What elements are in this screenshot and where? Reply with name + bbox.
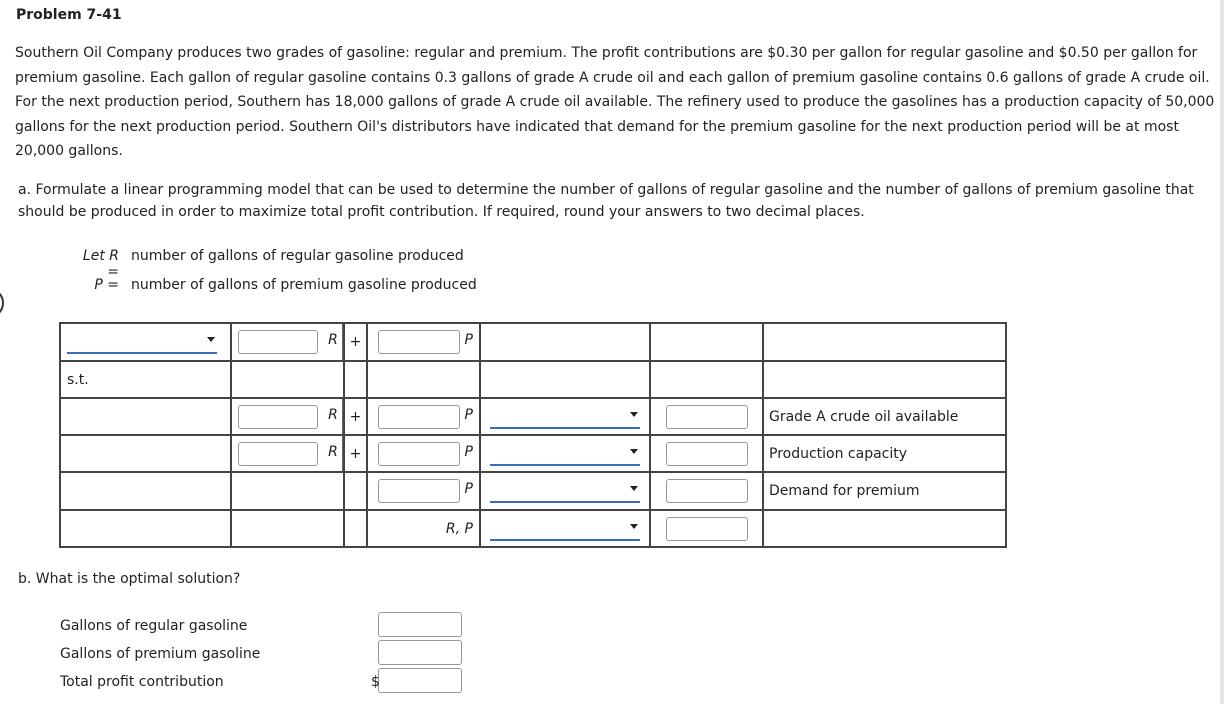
- capacity-p-coefficient-input[interactable]: [378, 442, 460, 466]
- constraint-label-demand: Demand for premium: [763, 472, 1006, 510]
- nonnegativity-rhs-input[interactable]: [666, 517, 748, 541]
- currency-symbol: $: [371, 674, 380, 690]
- dropdown-arrow-icon: [207, 337, 215, 342]
- crude-r-var: R: [324, 399, 343, 434]
- part-b-text: What is the optimal solution?: [35, 571, 241, 587]
- crude-r-coefficient-input[interactable]: [238, 405, 318, 429]
- def-r-text: number of gallons of regular gasoline produced: [131, 248, 464, 264]
- premium-gallons-input[interactable]: [378, 640, 462, 665]
- demand-p-var: P: [464, 481, 473, 497]
- constraint-label-crude: Grade A crude oil available: [763, 398, 1006, 435]
- part-a-text: Formulate a linear programming model that can be used to determine the number of gallons of regular gasoline and the number of gallons of premium gasoline that should be produced in order to maximize total profit contribution. If required, round your answers to two decimal places.: [18, 182, 1194, 220]
- total-profit-input[interactable]: [378, 668, 462, 693]
- scrollbar[interactable]: [1220, 0, 1224, 704]
- objective-plus: +: [344, 323, 367, 361]
- def-p-text: number of gallons of premium gasoline produced: [131, 277, 477, 293]
- crude-rhs-input[interactable]: [666, 405, 748, 429]
- demand-rhs-input[interactable]: [666, 479, 748, 503]
- nonnegativity-vars: R, P: [367, 510, 480, 547]
- crude-plus: +: [344, 398, 367, 435]
- objective-type-dropdown[interactable]: [67, 330, 217, 354]
- capacity-r-var: R: [324, 436, 343, 471]
- def-r-lhs: Let R =: [82, 248, 119, 280]
- regular-gallons-input[interactable]: [378, 612, 462, 637]
- part-a-question: [18, 180, 1208, 223]
- capacity-plus: +: [344, 435, 367, 472]
- solution-label-regular: Gallons of regular gasoline: [60, 618, 248, 634]
- crude-p-coefficient-input[interactable]: [378, 405, 460, 429]
- part-b-label: b.: [18, 571, 32, 587]
- capacity-relation-dropdown[interactable]: [490, 442, 640, 466]
- capacity-r-coefficient-input[interactable]: [238, 442, 318, 466]
- capacity-p-var: P: [464, 444, 473, 460]
- def-p-lhs: P =: [94, 277, 119, 293]
- solution-label-profit: Total profit contribution: [60, 674, 224, 690]
- part-b-question: [18, 571, 240, 587]
- solution-label-premium: Gallons of premium gasoline: [60, 646, 261, 662]
- problem-title: Problem 7-41: [16, 7, 122, 23]
- nonnegativity-relation-dropdown[interactable]: [490, 517, 640, 541]
- demand-relation-dropdown[interactable]: [490, 479, 640, 503]
- solution-inputs: [378, 612, 462, 696]
- solution-labels: [60, 614, 260, 698]
- problem-statement: Southern Oil Company produces two grades of gasoline: regular and premium. The profit contributions are $0.30 per gallon for regular gasoline and $0.50 per gallon for premium gasoline. Each gallon of regular gasoline contains 0.3 gallons of grade A crude oil and each gallon of premium gasoline contains 0.6 gallons of grade A crude oil. For the next production period, Southern has 18,000 gallons of grade A crude oil available. The refinery used to produce the gasolines has a production capacity of 50,000 gallons for the next production period. Southern Oil's distributors have indicated that demand for the premium gasoline for the next production period will be at most 20,000 gallons.: [15, 45, 1215, 159]
- partial-circle-icon: [0, 288, 4, 318]
- demand-p-coefficient-input[interactable]: [378, 479, 460, 503]
- objective-p-var: P: [464, 332, 473, 348]
- crude-p-var: P: [464, 407, 473, 423]
- subject-to-label: s.t.: [60, 361, 231, 398]
- constraint-label-capacity: Production capacity: [763, 435, 1006, 472]
- objective-type-cell: [60, 323, 231, 361]
- capacity-rhs-input[interactable]: [666, 442, 748, 466]
- part-a-label: a.: [18, 182, 32, 198]
- dropdown-arrow-icon: [630, 449, 638, 454]
- lp-model-table: [59, 322, 1007, 548]
- objective-r-coefficient-input[interactable]: [238, 330, 318, 354]
- dropdown-arrow-icon: [630, 486, 638, 491]
- objective-p-coefficient-input[interactable]: [378, 330, 460, 354]
- dropdown-arrow-icon: [630, 412, 638, 417]
- crude-relation-dropdown[interactable]: [490, 405, 640, 429]
- dropdown-arrow-icon: [630, 524, 638, 529]
- objective-r-var: R: [324, 324, 343, 360]
